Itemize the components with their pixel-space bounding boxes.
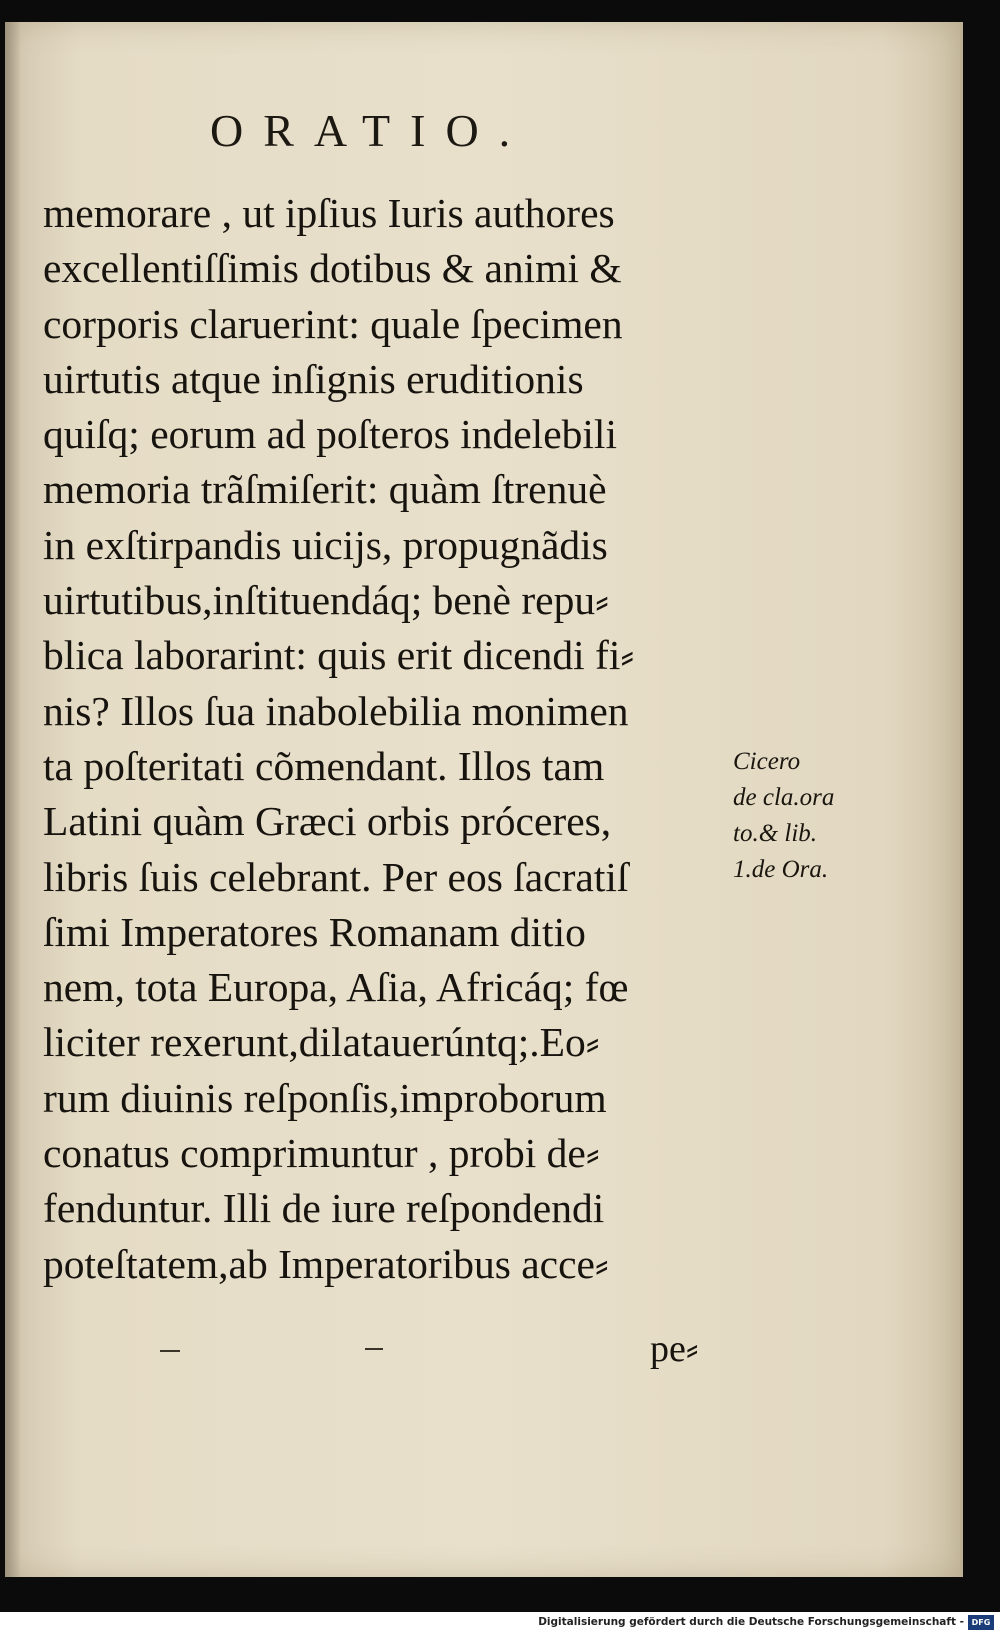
text-line: uirtutibus,inſtituendáq; benè repu⸗ xyxy=(43,577,609,624)
footer-bar xyxy=(0,1612,1000,1635)
funding-notice: Digitalisierung gefördert durch die Deutsche Forschungsgemeinschaft - xyxy=(538,1616,964,1628)
book-page xyxy=(5,22,963,1577)
marginal-line: de cla.ora xyxy=(733,784,835,811)
text-line: conatus comprimuntur , probi de⸗ xyxy=(43,1130,600,1177)
text-line: libris ſuis celebrant. Per eos ſacratiſ xyxy=(43,853,629,900)
ink-mark xyxy=(160,1350,180,1352)
running-header: ORATIO. xyxy=(210,105,531,156)
marginal-note xyxy=(733,744,883,888)
dfg-logo-icon: DFG xyxy=(968,1615,994,1630)
text-line: ta poſteritati cõmendant. Illos tam xyxy=(43,742,605,789)
page-gutter-shadow xyxy=(5,22,21,1577)
text-line: poteſtatem,ab Imperatoribus acce⸗ xyxy=(43,1240,609,1287)
text-line: quiſq; eorum ad poſteros indelebili xyxy=(43,411,617,458)
text-line: ſimi Imperatores Romanam ditio xyxy=(43,908,586,955)
text-line: memorare , ut ipſius Iuris authores xyxy=(43,190,615,236)
catchword: pe⸗ xyxy=(650,1328,699,1370)
ink-mark xyxy=(365,1348,383,1350)
text-line: memoria trãſmiſerit: quàm ſtrenuè xyxy=(43,466,607,513)
text-line: liciter rexerunt,dilatauerúntq;.Eo⸗ xyxy=(43,1019,600,1066)
body-text-block xyxy=(43,186,733,1292)
text-line: corporis claruerint: quale ſpecimen xyxy=(43,300,623,347)
text-line: Latini quàm Græci orbis próceres, xyxy=(43,798,612,845)
marginal-line: Cicero xyxy=(733,748,801,775)
text-line: in exſtirpandis uicijs, propugnãdis xyxy=(43,521,608,568)
text-line: rum diuinis reſponſis,improborum xyxy=(43,1074,607,1121)
marginal-line: to.& lib. xyxy=(733,820,818,847)
text-line: uirtutis atque inſignis eruditionis xyxy=(43,355,584,402)
text-line: nis? Illos ſua inabolebilia monimen xyxy=(43,687,629,734)
text-line: blica laborarint: quis erit dicendi fi⸗ xyxy=(43,632,635,679)
text-line: excellentiſſimis dotibus & animi & xyxy=(43,245,622,292)
marginal-line: 1.de Ora. xyxy=(733,856,829,883)
text-line: nem, tota Europa, Aſia, Africáq; fœ xyxy=(43,964,629,1011)
text-line: fenduntur. Illi de iure reſpondendi xyxy=(43,1185,605,1232)
